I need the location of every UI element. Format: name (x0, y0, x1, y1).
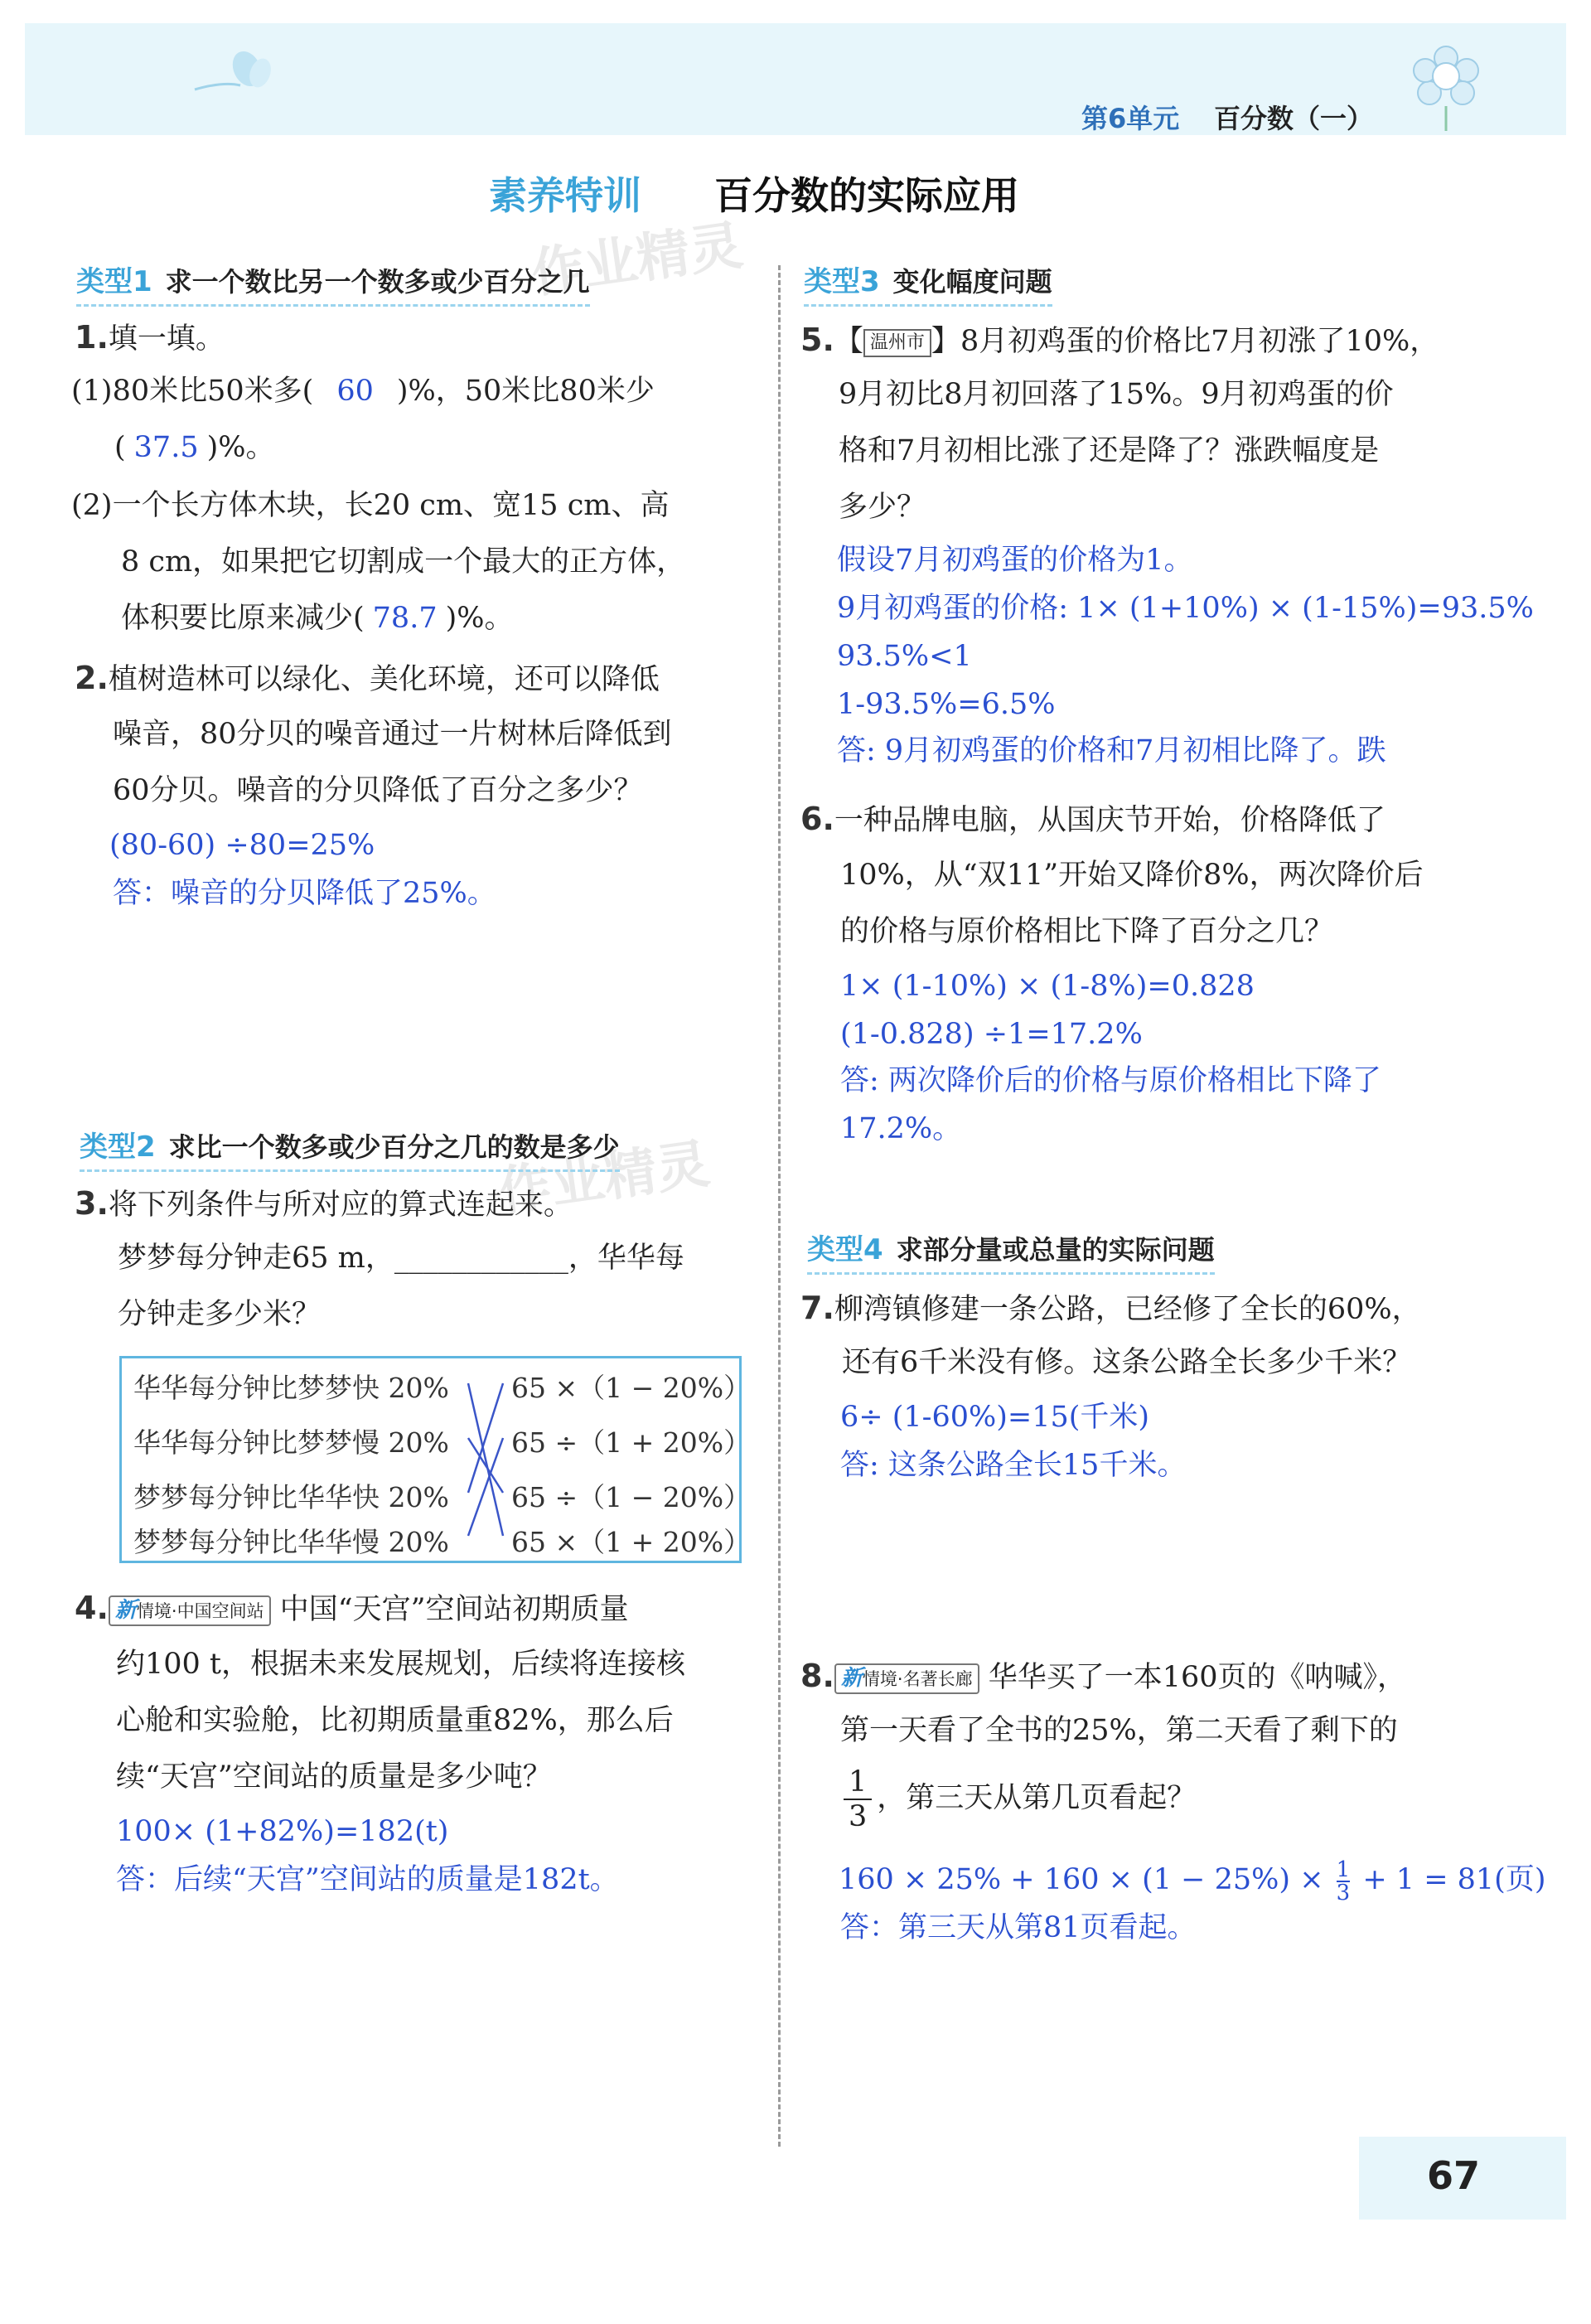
match-left-2: 华华每分钟比梦梦慢 20% (133, 1426, 449, 1459)
question-6-line-1: 6.一种品牌电脑，从国庆节开始，价格降低了 (800, 801, 1385, 837)
section-badge: 素养特训 (489, 173, 641, 218)
question-4-line-4: 续“天宫”空间站的质量是多少吨？ (116, 1760, 552, 1794)
question-8-line-3: $\frac{1}{3}$ ，第三天从第几页看起？ (839, 1765, 1196, 1833)
question-4-line-2: 约100 t，根据未来发展规划，后续将连接核 (116, 1648, 685, 1681)
question-5-line-3: 格和7月初相比涨了还是降了？涨跌幅度是 (839, 434, 1380, 467)
match-left-1: 华华每分钟比梦梦快 20% (133, 1372, 449, 1404)
question-7-answer-1: 6÷ (1-60%)=15(千米) (840, 1401, 1150, 1434)
page-number: 67 (1427, 2153, 1481, 2198)
fraction-one-third: $\frac{1}{3}$ (844, 1765, 872, 1833)
question-6-line-2: 10%，从“双11”开始又降价8%，两次降价后 (840, 859, 1424, 892)
question-5-answer-1: 假设7月初鸡蛋的价格为1。 (837, 544, 1193, 577)
question-4-line-1: 4. 新情境·中国空间站 中国“天宫”空间站初期质量 (75, 1590, 629, 1626)
watermark: 作业精灵 (527, 215, 747, 306)
match-right-3: 65 ÷（1 − 20%） (511, 1481, 752, 1513)
match-left-4: 梦梦每分钟比华华慢 20% (133, 1526, 449, 1558)
question-5-answer-3: 93.5%<1 (837, 640, 972, 673)
match-right-4: 65 ×（1 + 20%） (511, 1526, 752, 1558)
question-8-answer-2: 答：第三天从第81页看起。 (840, 1911, 1197, 1944)
type-heading-1: 类型1 求一个数比另一个数多或少百分之几 (76, 259, 590, 307)
type-heading-3: 类型3 变化幅度问题 (804, 259, 1052, 307)
question-5-line-1: 5.【 温州市 】8月初鸡蛋的价格比7月初涨了10%， (800, 322, 1439, 358)
match-left-3: 梦梦每分钟比华华快 20% (133, 1481, 449, 1513)
question-5-answer-5: 答: 9月初鸡蛋的价格和7月初相比降了。跌 (837, 734, 1386, 767)
new-context-tag: 新情境·中国空间站 (109, 1595, 271, 1626)
question-2-line-1: 2.植树造林可以绿化、美化环境，还可以降低 (75, 660, 660, 696)
unit-title: 百分数（一） (1214, 103, 1374, 134)
question-6-line-3: 的价格与原价格相比下降了百分之几？ (840, 915, 1334, 948)
question-3-line-2: 梦梦每分钟走65 m，____________，华华每 (118, 1242, 684, 1275)
question-1-part-1: (1)80米比50米多( 60 )%，50米比80米少 (71, 375, 655, 408)
question-1-title: 1.填一填。 (75, 319, 225, 356)
type-heading-2: 类型2 求比一个数多或少百分之几的数是多少 (80, 1124, 620, 1172)
question-4-answer-2: 答：后续“天宫”空间站的质量是182t。 (116, 1863, 619, 1896)
question-7-line-2: 还有6千米没有修。这条公路全长多少千米？ (842, 1346, 1412, 1379)
question-6-answer-4: 17.2%。 (840, 1112, 962, 1145)
unit-label: 第6单元 (1081, 103, 1180, 134)
type-heading-4: 类型4 求部分量或总量的实际问题 (807, 1227, 1215, 1275)
matching-box (119, 1356, 752, 1563)
section-title: 百分数的实际应用 (714, 173, 1019, 218)
question-5-line-2: 9月初比8月初回落了15%。9月初鸡蛋的价 (839, 378, 1394, 411)
column-divider (778, 265, 781, 2147)
question-1-part-2-line-2: 8 cm，如果把它切割成一个最大的正方体， (121, 545, 686, 579)
question-5-answer-4: 1-93.5%=6.5% (837, 688, 1056, 721)
question-7-line-1: 7.柳湾镇修建一条公路，已经修了全长的60%， (800, 1290, 1421, 1326)
question-7-answer-2: 答: 这条公路全长15千米。 (840, 1449, 1187, 1482)
question-8-line-1: 8. 新情境·名著长廊 华华买了一本160页的《呐喊》， (800, 1658, 1407, 1694)
match-right-1: 65 ×（1 − 20%） (511, 1372, 752, 1404)
question-4-answer-1: 100× (1+82%)=182(t) (116, 1815, 449, 1848)
question-6-answer-2: (1-0.828) ÷1=17.2% (840, 1018, 1143, 1051)
question-2-answer-1: (80-60) ÷80=25% (109, 829, 375, 862)
question-1-part-2-line-3: 体积要比原来减少( 78.7 )%。 (121, 602, 514, 635)
question-3-line-1: 3.将下列条件与所对应的算式连起来。 (75, 1185, 573, 1222)
page-header (25, 23, 1566, 135)
region-tag: 温州市 (863, 329, 931, 357)
question-1-part-1-cont: ( 37.5 )%。 (114, 431, 275, 464)
question-2-line-3: 60分贝。噪音的分贝降低了百分之多少？ (113, 774, 643, 807)
question-2-line-2: 噪音，80分贝的噪音通过一片树林后降低到 (113, 718, 672, 751)
question-3-line-3: 分钟走多少米？ (118, 1298, 322, 1331)
match-right-2: 65 ÷（1 + 20%） (511, 1426, 752, 1459)
question-6-answer-1: 1× (1-10%) × (1-8%)=0.828 (840, 970, 1255, 1003)
flower-icon (1396, 33, 1496, 133)
question-6-answer-3: 答: 两次降价后的价格与原价格相比下降了 (840, 1064, 1381, 1097)
question-2-answer-2: 答：噪音的分贝降低了25%。 (113, 877, 496, 910)
question-8-line-2: 第一天看了全书的25%，第二天看了剩下的 (840, 1714, 1398, 1747)
question-8-answer-1: 160 × 25% + 160 × (1 − 25%) × $\frac{1}{3}$ + 1 = 81(页) (839, 1857, 1546, 1905)
butterfly-icon (191, 40, 282, 106)
question-5-line-4: 多少？ (839, 491, 926, 524)
watermark: 作业精灵 (494, 1133, 713, 1224)
question-1-part-2-line-1: (2)一个长方体木块，长20 cm、宽15 cm、高 (71, 489, 670, 522)
question-5-answer-2: 9月初鸡蛋的价格: 1× (1+10%) × (1-15%)=93.5% (837, 592, 1534, 625)
new-context-tag: 新情境·名著长廊 (834, 1663, 979, 1694)
question-4-line-3: 心舱和实验舱，比初期质量重82%，那么后 (116, 1704, 674, 1737)
